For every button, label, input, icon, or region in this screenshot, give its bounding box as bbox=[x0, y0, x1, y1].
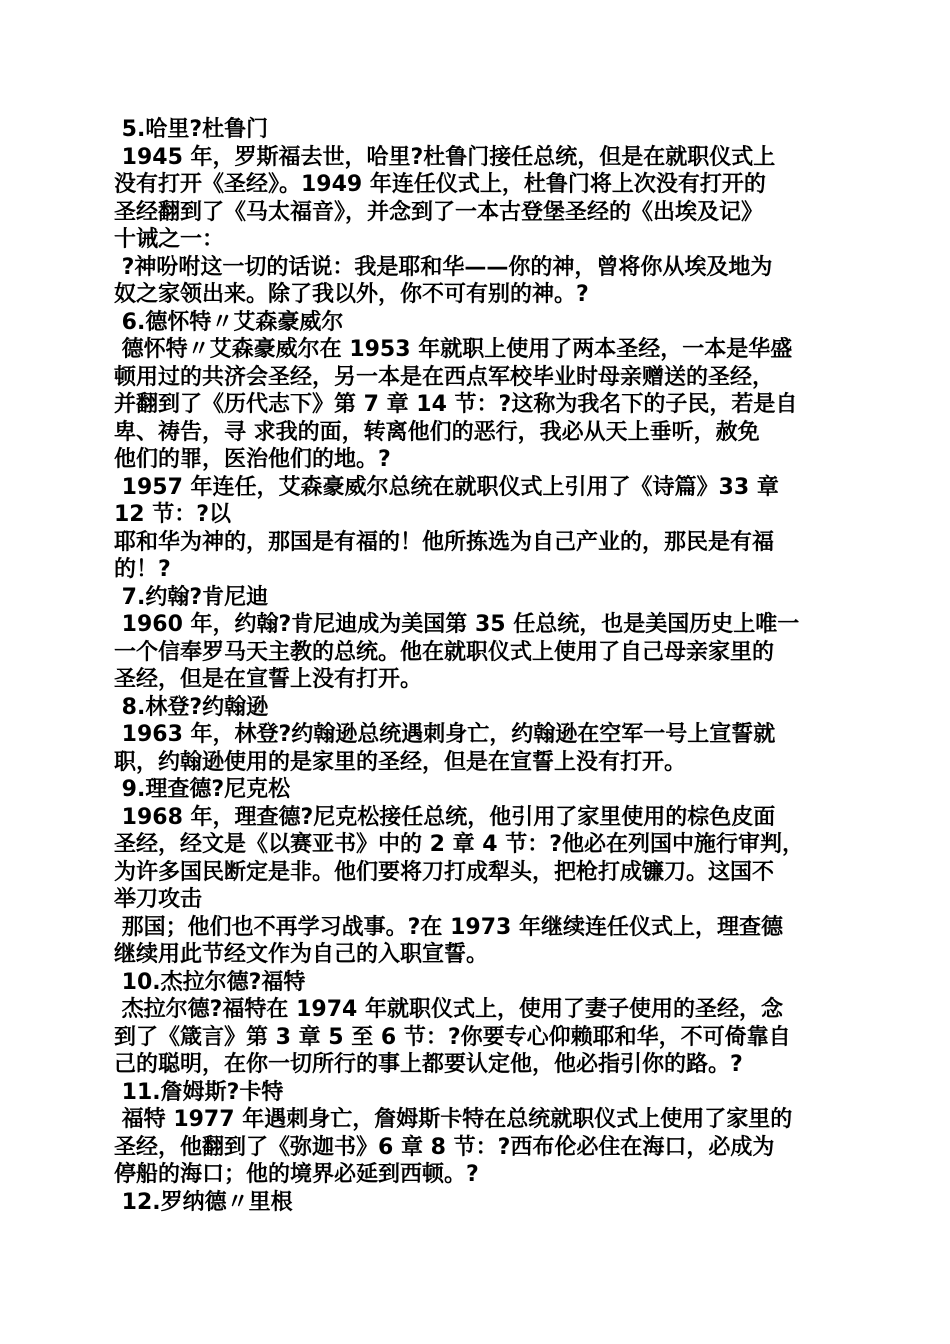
text-line: 圣经，经文是《以赛亚书》中的 2 章 4 节：?他必在列国中施行审判， bbox=[114, 832, 805, 857]
text-line: 耶和华为神的，那国是有福的！他所拣选为自己产业的，那民是有福 bbox=[114, 529, 775, 555]
text-line: 十诫之一： bbox=[114, 227, 225, 252]
text-line: 奴之家领出来。除了我以外，你不可有别的神。? bbox=[114, 282, 589, 307]
heading-reagan: 12.罗纳德〃里根 bbox=[114, 1189, 293, 1215]
heading-johnson: 8.林登?约翰逊 bbox=[114, 694, 269, 720]
text-line: 圣经，他翻到了《弥迦书》6 章 8 节：?西布伦必住在海口，必成为 bbox=[114, 1134, 775, 1160]
text-line: 圣经，但是在宣誓上没有打开。 bbox=[114, 667, 423, 692]
text-line: 那国；他们也不再学习战事。?在 1973 年继续连任仪式上，理查德 bbox=[114, 914, 783, 940]
text-line: 停船的海口；他的境界必延到西顿。? bbox=[114, 1162, 479, 1187]
heading-kennedy: 7.约翰?肯尼迪 bbox=[114, 584, 269, 610]
heading-truman: 5.哈里?杜鲁门 bbox=[114, 117, 269, 142]
document-body bbox=[114, 116, 838, 1216]
text-line: 他们的罪，医治他们的地。? bbox=[114, 447, 391, 472]
text-line: 德怀特〃艾森豪威尔在 1953 年就职上使用了两本圣经，一本是华盛 bbox=[114, 337, 793, 362]
text-line: 福特 1977 年遇刺身亡，詹姆斯卡特在总统就职仪式上使用了家里的 bbox=[114, 1107, 793, 1132]
heading-nixon: 9.理查德?尼克松 bbox=[114, 777, 291, 802]
text-line: 1968 年，理查德?尼克松接任总统，他引用了家里使用的棕色皮面 bbox=[114, 804, 776, 830]
heading-eisenhower: 6.德怀特〃艾森豪威尔 bbox=[114, 309, 344, 335]
heading-carter: 11.詹姆斯?卡特 bbox=[114, 1079, 284, 1105]
text-line: 1963 年，林登?约翰逊总统遇刺身亡，约翰逊在空军一号上宣誓就 bbox=[114, 722, 776, 747]
text-line: 12 节：?以 bbox=[114, 502, 232, 527]
text-line: 己的聪明，在你一切所行的事上都要认定他，他必指引你的路。? bbox=[114, 1052, 743, 1077]
text-line: 到了《箴言》第 3 章 5 至 6 节：?你要专心仰赖耶和华，不可倚靠自 bbox=[114, 1024, 791, 1050]
text-line: 圣经翻到了《马太福音》，并念到了一本古登堡圣经的《出埃及记》 bbox=[114, 199, 764, 225]
text-line: 1957 年连任，艾森豪威尔总统在就职仪式上引用了《诗篇》33 章 bbox=[114, 474, 779, 500]
text-line: 1945 年，罗斯福去世，哈里?杜鲁门接任总统，但是在就职仪式上 bbox=[114, 144, 776, 170]
text-line: 没有打开《圣经》。1949 年连任仪式上，杜鲁门将上次没有打开的 bbox=[114, 172, 766, 197]
text-line: 举刀攻击 bbox=[114, 887, 203, 912]
text-line: 一个信奉罗马天主教的总统。他在就职仪式上使用了自己母亲家里的 bbox=[114, 639, 775, 665]
text-line: 职，约翰逊使用的是家里的圣经，但是在宣誓上没有打开。 bbox=[114, 749, 687, 775]
heading-ford: 10.杰拉尔德?福特 bbox=[114, 969, 306, 995]
text-line: 为许多国民断定是非。他们要将刀打成犁头，把枪打成镰刀。这国不 bbox=[114, 859, 775, 885]
text-line: ?神吩咐这一切的话说：我是耶和华——你的神，曾将你从埃及地为 bbox=[114, 254, 773, 280]
text-line: 顿用过的共济会圣经，另一本是在西点军校毕业时母亲赠送的圣经， bbox=[114, 364, 775, 390]
text-line: 杰拉尔德?福特在 1974 年就职仪式上，使用了妻子使用的圣经，念 bbox=[114, 997, 783, 1022]
text-line: 的！? bbox=[114, 557, 171, 582]
text-line: 继续用此节经文作为自己的入职宣誓。 bbox=[114, 942, 489, 967]
text-line: 1960 年，约翰?肯尼迪成为美国第 35 任总统，也是美国历史上唯一 bbox=[114, 612, 800, 637]
text-line: 卑、祷告，寻 求我的面，转离他们的恶行，我必从天上垂听，赦免 bbox=[114, 419, 760, 445]
text-line: 并翻到了《历代志下》第 7 章 14 节：?这称为我名下的子民，若是自 bbox=[114, 392, 798, 417]
